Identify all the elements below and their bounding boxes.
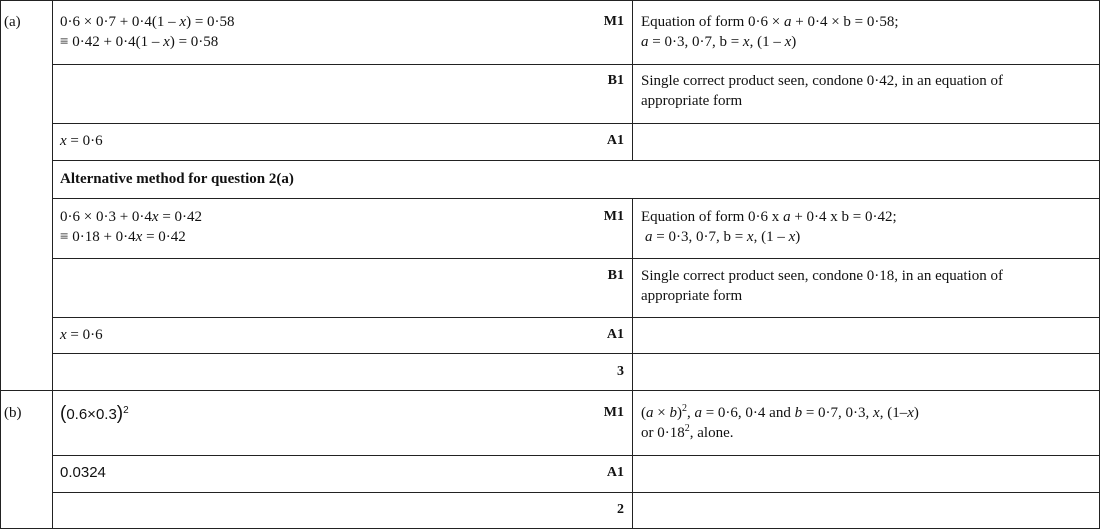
col-line: [632, 198, 633, 529]
working-line: ≡ 0·42 + 0·4(1 – x) = 0·58: [60, 34, 219, 50]
mark-code: A1: [606, 465, 624, 480]
row-line: [0, 528, 1100, 529]
total-marks: 3: [617, 364, 624, 379]
mark-code: M1: [603, 14, 624, 29]
col-line: [52, 0, 53, 529]
row-line: [52, 455, 1100, 456]
working-line: x = 0·6: [60, 133, 103, 149]
mark-code: B1: [607, 73, 624, 88]
part-label-b: (b): [4, 405, 22, 421]
guidance-line: Single correct product seen, condone 0·18, in an equation of: [641, 268, 1003, 284]
guidance-line: Single correct product seen, condone 0·42, in an equation of: [641, 73, 1003, 89]
working-line: x = 0·6: [60, 327, 103, 343]
guidance-line: a = 0·3, 0·7, b = x, (1 – x): [645, 229, 801, 245]
mark-code: A1: [606, 327, 624, 342]
working-line: 0·6 × 0·7 + 0·4(1 – x) = 0·58: [60, 14, 235, 30]
mark-code: A1: [606, 133, 624, 148]
guidance-line: appropriate form: [641, 288, 743, 304]
mark-code: M1: [603, 209, 624, 224]
alternative-method-heading: Alternative method for question 2(a): [60, 171, 294, 187]
guidance-line: or $0\cdot 18^2$, alone.: [641, 423, 734, 441]
col-line: [0, 0, 1, 529]
row-line: [52, 64, 1100, 65]
row-line: [52, 353, 1100, 354]
mark-code: M1: [603, 405, 624, 420]
working-line: $(0.6\times 0.3)^2$: [60, 403, 129, 424]
part-label-a: (a): [4, 14, 21, 30]
row-line: [52, 317, 1100, 318]
guidance-line: $(a \times b)^2$, a = 0·6, 0·4 and b = 0·7, 0·3, x, (1–x): [641, 403, 919, 421]
guidance-line: Equation of form 0·6 x a + 0·4 x b = 0·42;: [641, 209, 897, 225]
row-line: [0, 0, 1100, 1]
row-line: [0, 390, 1100, 391]
row-line: [52, 258, 1100, 259]
guidance-line: a = 0·3, 0·7, b = x, (1 – x): [641, 34, 797, 50]
working-line: 0.0324: [60, 464, 106, 481]
row-line: [52, 492, 1100, 493]
working-line: 0·6 × 0·3 + 0·4x = 0·42: [60, 209, 203, 225]
row-line: [52, 123, 1100, 124]
total-marks: 2: [617, 502, 624, 517]
working-line: ≡ 0·18 + 0·4x = 0·42: [60, 229, 186, 245]
guidance-line: appropriate form: [641, 93, 743, 109]
row-line: [52, 160, 1100, 161]
mark-code: B1: [607, 268, 624, 283]
guidance-line: Equation of form 0·6 × a + 0·4 × b = 0·58;: [641, 14, 899, 30]
col-line: [632, 0, 633, 160]
row-line: [52, 198, 1100, 199]
